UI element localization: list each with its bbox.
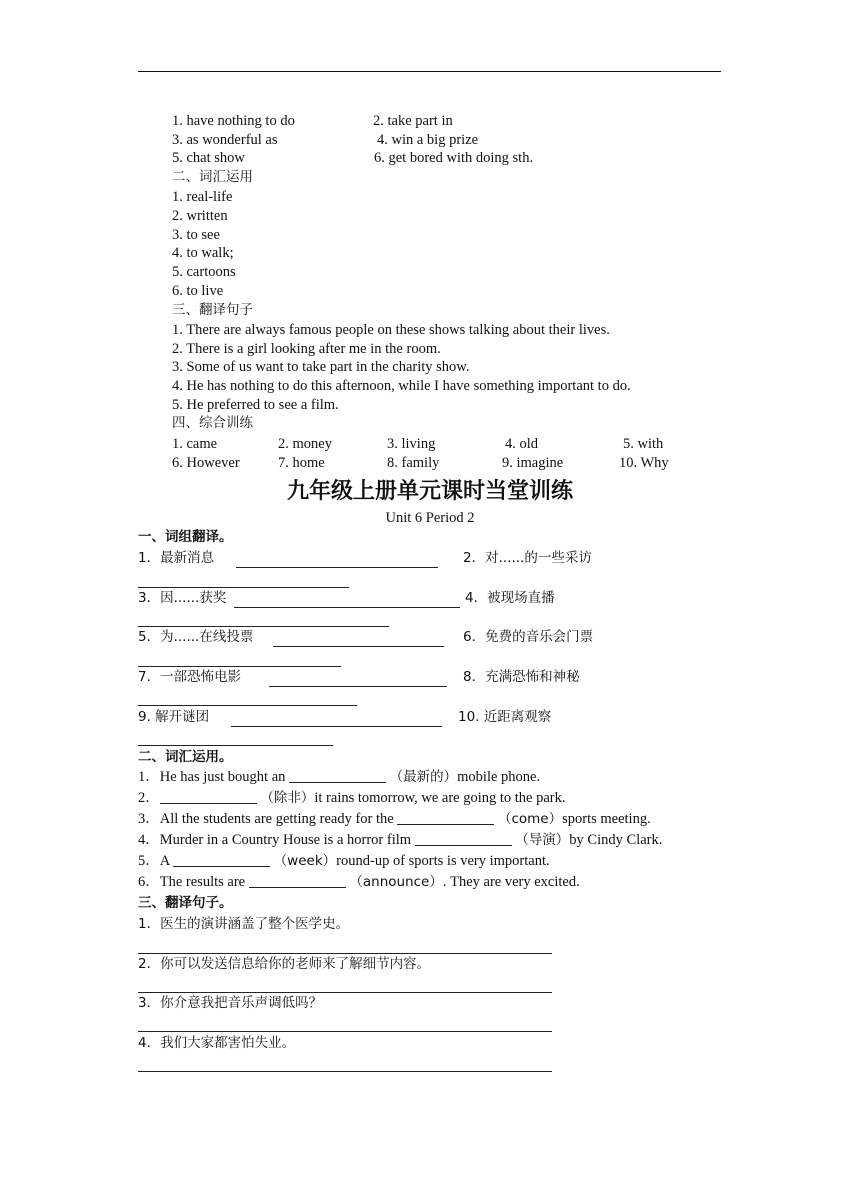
answer-vocab-item: 6. to live: [172, 283, 224, 299]
answer-translate-heading: 三、翻译句子: [172, 302, 253, 318]
answer-line[interactable]: [138, 1031, 552, 1032]
answer-comprehensive-item: 3. living: [387, 436, 436, 452]
translation-prompt: 1．医生的演讲涵盖了整个医学史。: [138, 916, 350, 932]
answer-comprehensive-item: 6. However: [172, 455, 240, 471]
vocab-question-2: 2． （除非）it rains tomorrow, we are going to the park.: [138, 790, 566, 806]
answer-phrase-2: 2. take part in: [373, 113, 453, 129]
phrase-prompt: 10. 近距离观察: [458, 709, 552, 725]
answer-phrase-4: 4. win a big prize: [377, 132, 479, 148]
answer-comprehensive-item: 1. came: [172, 436, 218, 452]
vocab-question-4: 4．Murder in a Country House is a horror film （导演）by Cindy Clark.: [138, 832, 663, 848]
answer-translation: 3. Some of us want to take part in the charity show.: [172, 359, 470, 375]
phrase-prompt: 2．对......的一些采访: [463, 550, 592, 566]
answer-comprehensive-item: 7. home: [278, 455, 325, 471]
vocab-question-1: 1．He has just bought an （最新的）mobile phone.: [138, 769, 541, 785]
section1-heading: 一、词组翻译。: [138, 529, 233, 545]
answer-comprehensive-item: 9. imagine: [502, 455, 564, 471]
answer-blank[interactable]: [138, 745, 333, 746]
answer-blank[interactable]: [234, 607, 460, 608]
phrase-prompt: 8．充满恐怖和神秘: [463, 669, 580, 685]
answer-blank[interactable]: [397, 810, 494, 825]
answer-blank[interactable]: [415, 831, 512, 846]
answer-blank[interactable]: [273, 646, 444, 647]
answer-translation: 5. He preferred to see a film.: [172, 397, 339, 413]
answer-line[interactable]: [138, 992, 552, 993]
phrase-prompt: 6．免费的音乐会门票: [463, 629, 594, 645]
answer-blank[interactable]: [138, 626, 389, 627]
answer-comprehensive-item: 10. Why: [619, 455, 669, 471]
vocab-question-5: 5．A （week）round-up of sports is very important.: [138, 853, 550, 869]
answer-vocab-item: 2. written: [172, 208, 228, 224]
answer-comprehensive-item: 5. with: [623, 436, 664, 452]
phrase-prompt: 4．被现场直播: [465, 590, 555, 606]
answer-comprehensive-item: 4. old: [505, 436, 539, 452]
answer-phrase-3: 3. as wonderful as: [172, 132, 278, 148]
answer-translation: 1. There are always famous people on these shows talking about their lives.: [172, 322, 610, 338]
phrase-prompt: 7．一部恐怖电影: [138, 669, 242, 685]
answer-blank[interactable]: [289, 768, 386, 783]
phrase-prompt: 3．因......获奖: [138, 590, 227, 606]
phrase-prompt: 1．最新消息: [138, 550, 215, 566]
phrase-prompt: 5．为......在线投票: [138, 629, 254, 645]
page-title: 九年级上册单元课时当堂训练: [286, 478, 573, 504]
answer-comprehensive-item: 8. family: [387, 455, 440, 471]
translation-prompt: 3．你介意我把音乐声调低吗？: [138, 995, 323, 1011]
answer-blank[interactable]: [236, 567, 438, 568]
answer-vocab-item: 5. cartoons: [172, 264, 236, 280]
section2-heading: 二、词汇运用。: [138, 749, 233, 765]
header-rule: [138, 71, 721, 72]
answer-vocab-item: 1. real-life: [172, 189, 233, 205]
answer-blank[interactable]: [249, 873, 346, 888]
answer-comprehensive-item: 2. money: [278, 436, 332, 452]
answer-phrase-6: 6. get bored with doing sth.: [374, 150, 534, 166]
answer-vocab-item: 4. to walk;: [172, 245, 234, 261]
answer-vocab-item: 3. to see: [172, 227, 220, 243]
answer-blank[interactable]: [138, 587, 349, 588]
answer-blank[interactable]: [269, 686, 447, 687]
answer-translation: 2. There is a girl looking after me in the room.: [172, 341, 441, 357]
answer-phrase-1: 1. have nothing to do: [172, 113, 295, 129]
answer-blank[interactable]: [231, 726, 442, 727]
vocab-question-3: 3．All the students are getting ready for the （come）sports meeting.: [138, 811, 651, 827]
phrase-prompt: 9. 解开谜团: [138, 709, 210, 725]
answer-blank[interactable]: [160, 789, 257, 804]
answer-phrase-5: 5. chat show: [172, 150, 245, 166]
answer-vocab-heading: 二、词汇运用: [172, 169, 253, 185]
translation-prompt: 4．我们大家都害怕失业。: [138, 1035, 296, 1051]
answer-comprehensive-heading: 四、综合训练: [172, 415, 253, 431]
section3-heading: 三、翻译句子。: [138, 895, 233, 911]
answer-blank[interactable]: [138, 705, 357, 706]
answer-blank[interactable]: [173, 852, 270, 867]
answer-line[interactable]: [138, 1071, 552, 1072]
translation-prompt: 2．你可以发送信息给你的老师来了解细节内容。: [138, 956, 431, 972]
vocab-question-6: 6．The results are （announce）. They are very excited.: [138, 874, 580, 890]
answer-line[interactable]: [138, 953, 552, 954]
answer-translation: 4. He has nothing to do this afternoon, while I have something important to do.: [172, 378, 631, 394]
page-subtitle: Unit 6 Period 2: [385, 510, 475, 526]
answer-blank[interactable]: [138, 666, 341, 667]
